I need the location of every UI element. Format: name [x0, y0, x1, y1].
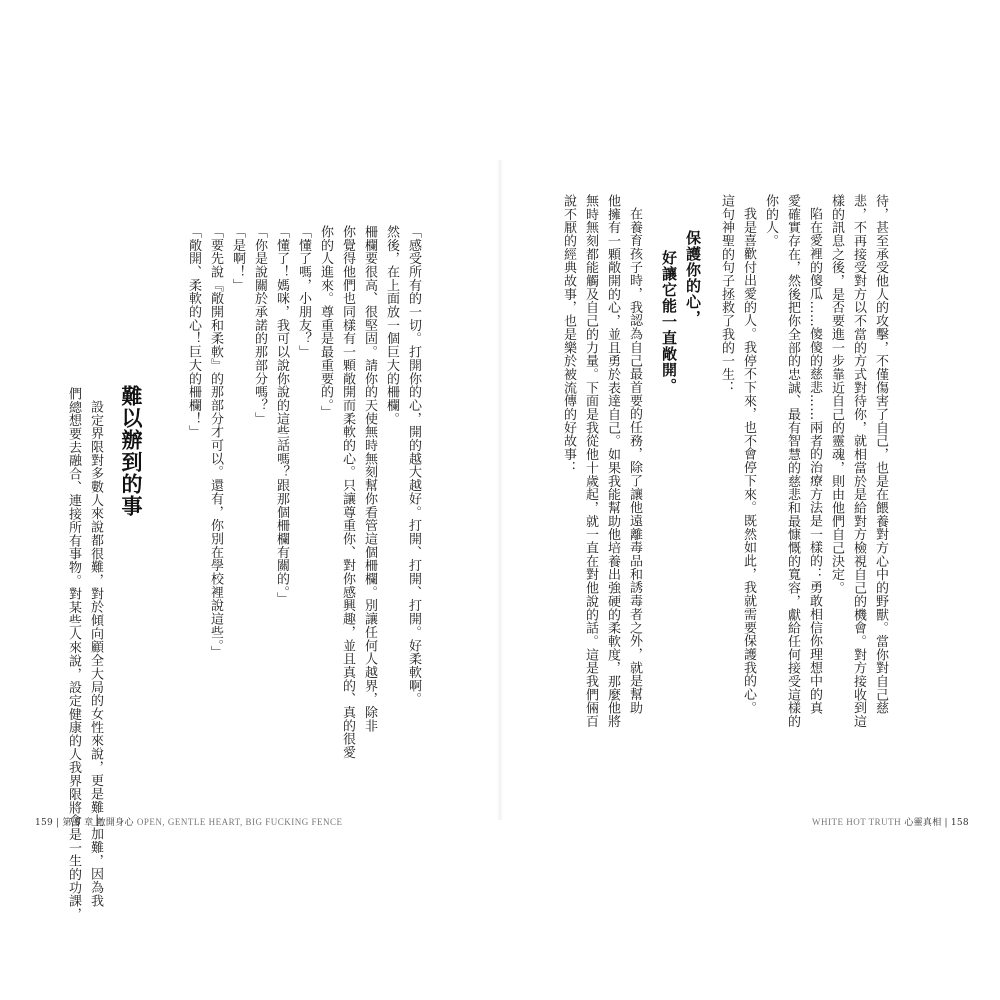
- body-line: 這句神聖的句子拯救了我的一生：: [719, 194, 734, 395]
- page-number: 159: [35, 818, 54, 828]
- body-line: 我是喜歡付出愛的人。我停不下來，也不會停下來。既然如此，我就需要保護我的心。: [741, 207, 756, 715]
- body-line: 悲，不再接受對方以不當的方式對待你，就相當於是給對方檢視自己的機會。對方接收到這: [851, 194, 866, 728]
- chapter-subtitle: OPEN, GENTLE HEART, BIG FUCKING FENCE: [136, 817, 343, 827]
- body-line: 你的人。: [763, 194, 778, 248]
- body-line: 說不厭的經典故事，也是樂於被流傳的好故事：: [561, 194, 576, 475]
- dialogue-line: 你的人進來。尊重是最重要的。」: [318, 225, 333, 419]
- dialogue-line: 「要先說『敞開和柔軟』的那部分才可以。還有，你別在學校裡說這些。」: [208, 225, 223, 660]
- dialogue-line: 然後，在上面放一個巨大的柵欄。: [384, 225, 399, 426]
- body-line: 愛確實存在，然後把你全部的忠誠、最有智慧的慈悲和最慷慨的寬容，獻給任何接受這樣的: [785, 194, 800, 728]
- body-line: 待，甚至承受他人的攻擊，不僅傷害了自己，也是在餵養對方心中的野獸。當你對自己慈: [873, 194, 888, 715]
- dialogue-line: 「感受所有的一切。打開你的心，開的越大越好。打開、打開、打開。好柔軟啊。: [406, 225, 421, 706]
- footer-separator: |: [944, 818, 948, 828]
- right-page: [500, 0, 1000, 1000]
- dialogue-line: 「你是說關於承諾的那部分嗎？」: [252, 225, 267, 426]
- footer-separator: |: [56, 818, 60, 828]
- left-page-footer: [35, 815, 342, 828]
- body-line: 設定界限對多數人來說都很難，對於傾向顧全大局的女性來說，更是難上加難，因為我: [88, 400, 103, 908]
- dialogue-line: 「懂了嗎，小朋友？」: [296, 225, 311, 359]
- body-line: 無時無刻都能觸及自己的力量。下面是我從他十歲起，就一直在對他說的話。這是我們倆百: [583, 194, 598, 728]
- subheading-line: 保護你的心，: [684, 230, 702, 326]
- dialogue-line: 「敞開、柔軟的心！巨大的柵欄！」: [186, 225, 201, 439]
- left-text-block: [62, 190, 424, 1000]
- body-line: 陷在愛裡的傻瓜……傻傻的慈悲……兩者的治療方法是一樣的：勇敢相信你理想中的真: [807, 207, 822, 715]
- page-number: 158: [950, 818, 969, 828]
- body-line: 樣的訊息之後，是否要進一步靠近自己的靈魂，則由他們自己決定。: [829, 194, 844, 595]
- book-title-cjk: 心靈真相: [904, 818, 942, 828]
- dialogue-line: 「是啊！」: [230, 225, 245, 292]
- dialogue-line: 你覺得他們也同樣有一顆敞開而柔軟的心。只讓尊重你、對你感興趣，並且真的、真的很愛: [340, 225, 355, 759]
- subheading-line: 好讓它能一直敞開。: [660, 250, 678, 394]
- dialogue-line: 「懂了！媽咪，我可以說你說的這些話嗎？跟那個柵欄有關的。」: [274, 225, 289, 606]
- body-line: 在養育孩子時，我認為自己最首要的任務，除了讓他遠離毒品和誘毒者之外，就是幫助: [627, 207, 642, 715]
- body-line: 他擁有一顆敞開的心，並且勇於表達自己。如果我能幫助他培養出強硬的柔軟度，那麼他將: [605, 194, 620, 728]
- dialogue-line: 柵欄要很高、很堅固。請你的天使無時無刻幫你看管這個柵欄。別讓任何人越界，除非: [362, 225, 377, 733]
- body-line: 們總想要去融合、連接所有事物。對某些人來說，設定健康的人我界限將會是一生的功課，: [66, 387, 81, 921]
- right-page-footer: [812, 815, 969, 828]
- book-title: WHITE HOT TRUTH: [812, 817, 902, 827]
- chapter-label: 第 8 章 敞開身心: [62, 818, 134, 828]
- right-text-block: [557, 190, 891, 1000]
- section-heading: 難以辦到的事: [119, 385, 143, 517]
